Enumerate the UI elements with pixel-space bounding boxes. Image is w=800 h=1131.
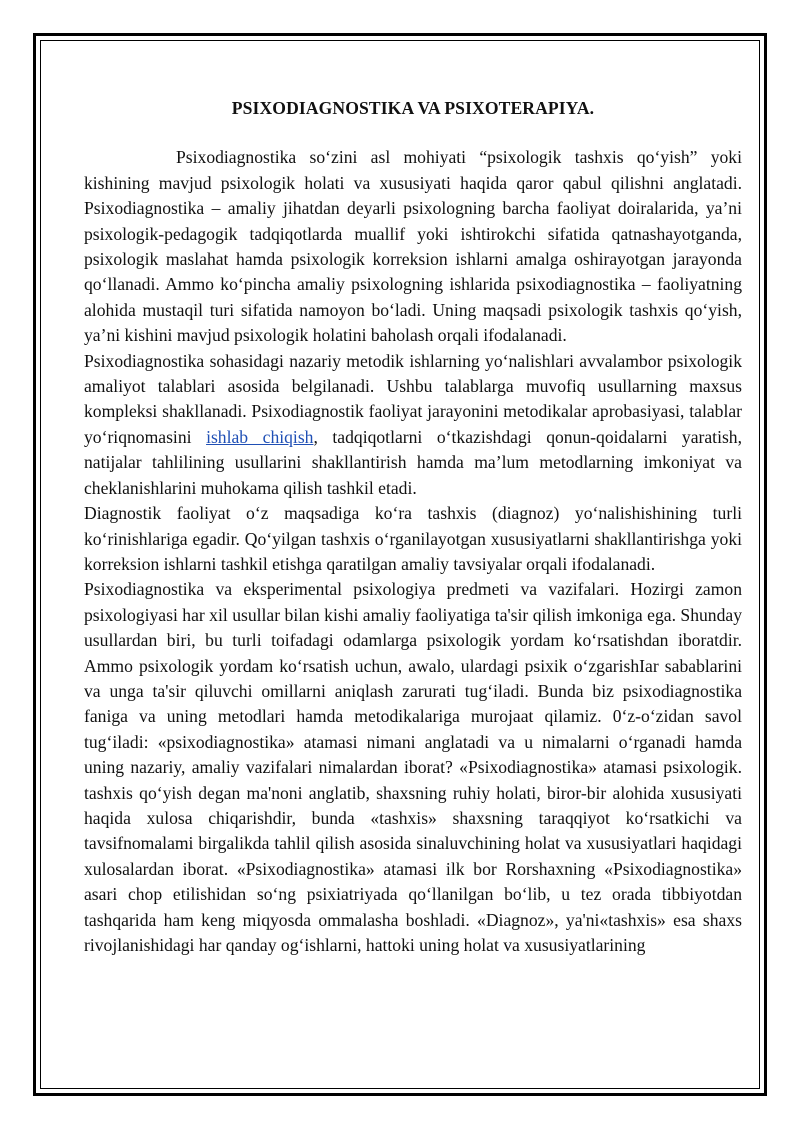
ishlab-chiqish-link[interactable]: ishlab chiqish <box>206 426 314 447</box>
document-body <box>84 96 742 958</box>
paragraph-subject-and-tasks: Psixodiagnostika va eksperimental psixologiya predmeti va vazifalari. Hozirgi zamon psixologiyasi har xil usullar bilan kishi amaliy faoliyatiga ta'sir qilish imkoniga ega. Shunday usullardan biri, bu turli toifadagi odamlarga psixologik yordam ko‘rsatishdan iboratdir. Ammo psixologik yordam ko‘rsatish uchun, awalo, ulardagi psixik o‘zgarishIar sabablarini va unga ta'sir qiluvchi omillarni aniqlash zarurati tug‘iladi. Bunda biz psixodiagnostika faniga va uning metodlari hamda metodikalariga murojaat qilamiz. 0‘z-o‘zidan savol tug‘iladi: «psixodiagnostika» atamasi nimani anglatadi va u nimalarni o‘rganadi hamda uning nazariy, amaliy vazifalari nimalardan iborat? «Psixodiagnostika» atamasi psixologik. tashxis qo‘yish degan ma'noni anglatib, shaxsning ruhiy holati, biror-bir alohida xususiyati haqida xulosa chiqarishdir, bunda «tashxis» shaxsning taraqqiyot ko‘rsatkichi va tavsifnomalami birgalikda tahlil qilish asosida sinaluvchining holat va xususiyatlari haqidagi xulosalardan iborat. «Psixodiagnostika» atamasi ilk bor Rorshaxning «Psixodiagnostika» asari chop etilishidan so‘ng psixiatriyada qo‘llanilgan bo‘lib, u tez orada tibbiyotdan tashqarida ham keng miqyosda ommalasha boshladi. «Diagnoz», ya'ni«tashxis» esa shaxs rivojlanishidagi har qanday og‘ishlarni, hattoki uning holat va xususiyatlarining <box>84 579 742 955</box>
paragraph-methodology <box>84 349 742 501</box>
document-title: PSIXODIAGNOSTIKA VA PSIXOTERAPIYA. <box>231 98 595 118</box>
paragraph-methodology-text-before: Psixodiagnostika sohasidagi nazariy metodik ishlarning yo‘nalishlari avvalambor psixologik amaliyot talablari asosida belgilanadi. Ushbu talablarga muvofiq usullarning maxsus kompleksi shakllanadi. Psixodiagnostik faoliyat jarayonini metodikalar aprobasiyasi, talablar yo‘riqnomasini <box>84 350 742 447</box>
paragraph-intro: Psixodiagnostika so‘zini asl mohiyati “psixologik tashxis qo‘yish” yoki kishining mavjud psixologik holati va xususiyati haqida qaror qabul qilishni anglatadi. Psixodiagnostika – amaliy jihatdan deyarli psixologning barcha faoliyat doiralarida, ya’ni psixologik-pedagogik tadqiqotlarda muallif yoki ishtirokchi sifatida qatnashayotganda, psixologik maslahat hamda psixologik korreksion ishlarni amalga oshirayotgan jarayonda qo‘llanadi. Ammo ko‘pincha amaliy psixologning ishlarida psixodiagnostika – faoliyatning alohida mustaqil turi sifatida namoyon bo‘ladi. Uning maqsadi psixologik tashxis qo‘yish, ya’ni kishini mavjud psixologik holatini baholash orqali ifodalanadi. <box>84 147 742 346</box>
paragraph-diagnostic-activity: Diagnostik faoliyat o‘z maqsadiga ko‘ra tashxis (diagnoz) yo‘nalishishining turli ko‘rinishlariga egadir. Qo‘yilgan tashxis o‘rganilayotgan xususiyatlarni shakllantirishga yoki korreksion ishlarni tashkil etishga qaratilgan amaliy tavsiyalar orqali ifodalanadi. <box>84 503 742 574</box>
paragraph-methodology-text-after: , tadqiqotlarni o‘tkazishdagi qonun-qoidalarni yaratish, natijalar tahlilining usullarini shakllantirish hamda ma’lum metodlarning imkoniyat va cheklanishlarini muhokama qilish tashkil etadi. <box>84 426 743 498</box>
